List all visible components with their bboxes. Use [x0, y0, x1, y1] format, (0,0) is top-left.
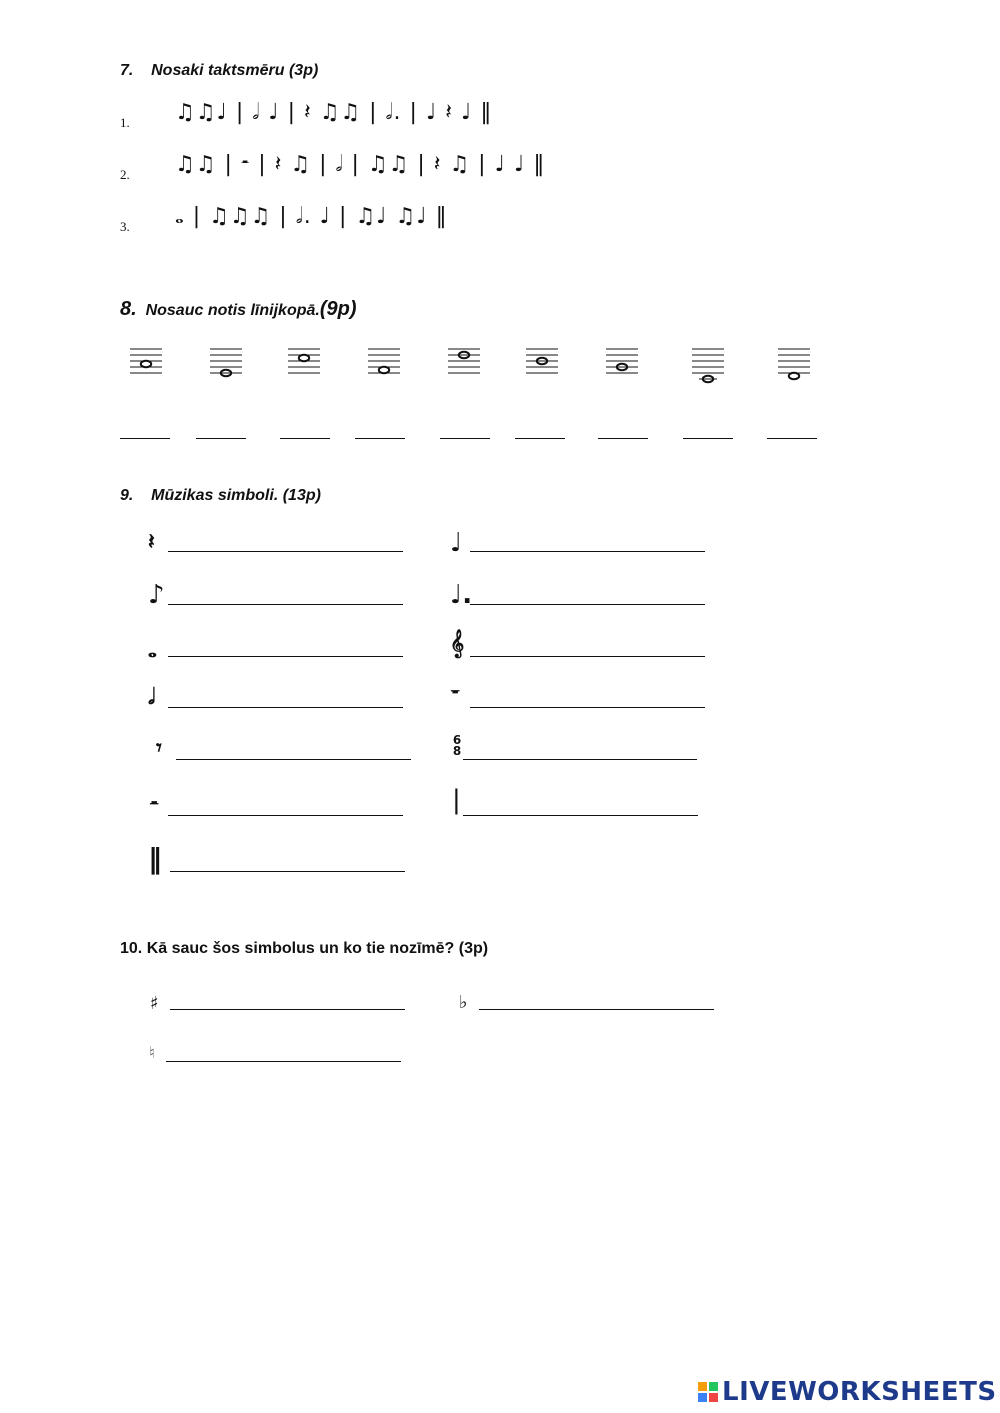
logo-square — [709, 1382, 718, 1391]
q8-answer-blank[interactable] — [683, 438, 733, 439]
q9-number: 9. — [120, 487, 134, 504]
q8-answer-blank[interactable] — [767, 438, 817, 439]
staff-7 — [604, 343, 644, 393]
q9-answer-line[interactable] — [168, 604, 403, 605]
staff-1 — [128, 343, 168, 393]
q9-answer-line[interactable] — [463, 815, 698, 816]
staff-2 — [208, 343, 248, 393]
q7-row-2-number: 2. — [120, 167, 130, 182]
q9-answer-line[interactable] — [470, 656, 705, 657]
q8-answer-blank[interactable] — [196, 438, 246, 439]
whole-note-D4 — [789, 373, 799, 379]
logo-square — [698, 1382, 707, 1391]
q9-answer-line[interactable] — [168, 815, 403, 816]
q8-points: (9p) — [319, 298, 357, 320]
q10-heading: 10. Kā sauc šos simbolus un ko tie nozīmē? (3p) — [120, 940, 489, 957]
q8-answer-blank[interactable] — [120, 438, 170, 439]
whole-note-icon: 𝅝 — [148, 638, 157, 663]
whole-note-C5 — [299, 355, 309, 361]
q9-answer-line[interactable] — [176, 759, 411, 760]
whole-note-A4 — [141, 361, 151, 367]
q8-heading — [120, 298, 357, 321]
natural-icon: ♮ — [149, 1043, 155, 1062]
time-signature-bottom: 8 — [452, 744, 462, 758]
quarter-rest-icon: 𝄽 — [148, 530, 155, 555]
q9-answer-line[interactable] — [470, 707, 705, 708]
q9-heading — [120, 487, 321, 505]
q8-answer-blank[interactable] — [515, 438, 565, 439]
q10-answer-line[interactable] — [479, 1009, 714, 1010]
staff-9 — [776, 343, 816, 393]
flat-icon: ♭ — [459, 992, 468, 1013]
staff-3 — [286, 343, 326, 393]
q8-number: 8. — [120, 298, 137, 320]
logo-mark-icon — [697, 1381, 719, 1403]
q9-answer-line[interactable] — [170, 871, 405, 872]
q9-answer-line[interactable] — [470, 604, 705, 605]
q7-row-2-rhythm: ♫♫ | 𝄼 | 𝄽 ♫ | 𝅗𝅥 | ♫♫ | 𝄽 ♫ | ♩ ♩ ‖ — [175, 152, 546, 177]
treble-clef-icon: 𝄞 — [450, 629, 465, 657]
q8-answer-blank[interactable] — [355, 438, 405, 439]
liveworksheets-logo[interactable] — [697, 1377, 997, 1407]
q9-answer-line[interactable] — [168, 551, 403, 552]
logo-square — [698, 1393, 707, 1402]
q8-answer-blank[interactable] — [598, 438, 648, 439]
eighth-rest-icon: 𝄾 — [156, 736, 162, 761]
q9-answer-line[interactable] — [168, 707, 403, 708]
q7-row-3-rhythm: 𝅝 | ♫♫♫ | 𝅗𝅥. ♩ | ♫♩ ♫♩ ‖ — [175, 204, 448, 229]
q9-answer-line[interactable] — [168, 656, 403, 657]
q7-row-3-number: 3. — [120, 219, 130, 234]
q8-title: Nosauc notis līnijkopā. — [145, 302, 320, 319]
q7-title: Nosaki taktsmēru (3p) — [151, 62, 319, 79]
q8-answer-blank[interactable] — [280, 438, 330, 439]
q7-row-1-number: 1. — [120, 115, 130, 130]
half-rest-icon: 𝄼 — [150, 793, 159, 818]
dotted-quarter-note-icon: ♩. — [450, 580, 473, 610]
whole-rest-icon: 𝄻 — [451, 684, 460, 709]
staff-6 — [524, 343, 564, 393]
time-signature-top: 6 — [452, 733, 462, 747]
whole-note-F4 — [379, 367, 389, 373]
q9-answer-line[interactable] — [470, 551, 705, 552]
staff-8 — [690, 343, 730, 393]
final-barline-icon: ‖ — [148, 842, 162, 875]
barline-icon: | — [452, 785, 461, 815]
q8-answer-blank[interactable] — [440, 438, 490, 439]
eighth-note-icon: ♪ — [148, 580, 165, 610]
q10-answer-line[interactable] — [170, 1009, 405, 1010]
staff-4 — [366, 343, 406, 393]
staff-5 — [446, 343, 486, 393]
q7-row-1-rhythm: ♫♫♩ | 𝅗𝅥 ♩ | 𝄽 ♫♫ | 𝅗𝅥. | ♩ 𝄽 ♩ ‖ — [175, 100, 493, 125]
q9-answer-line[interactable] — [463, 759, 697, 760]
logo-text: LIVEWORKSHEETS — [722, 1377, 997, 1407]
half-note-icon: 𝅗𝅥 — [148, 685, 155, 710]
logo-square — [709, 1393, 718, 1402]
quarter-note-icon: ♩ — [450, 528, 463, 558]
q7-number: 7. — [120, 62, 134, 79]
sharp-icon: ♯ — [150, 993, 159, 1014]
q10-answer-line[interactable] — [166, 1061, 401, 1062]
time-signature-icon — [451, 735, 463, 757]
q7-heading — [120, 62, 318, 80]
q9-title: Mūzikas simboli. (13p) — [151, 487, 321, 504]
